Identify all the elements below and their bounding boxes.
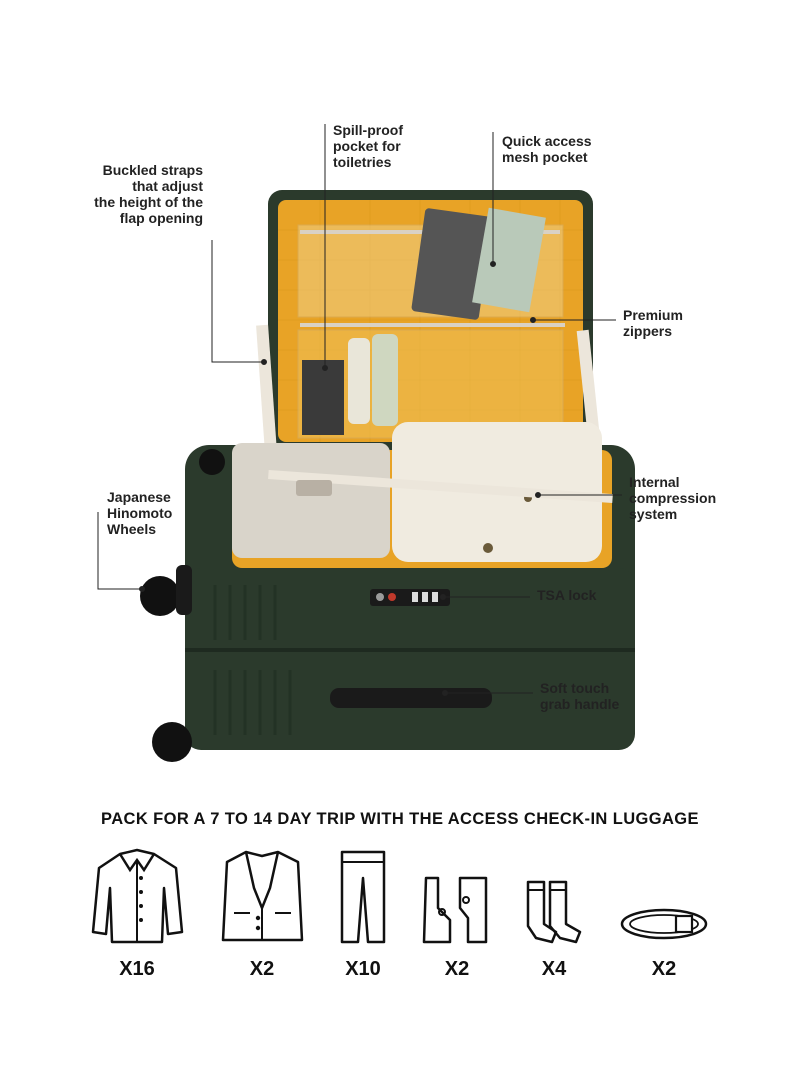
quantity-trousers: X10 (345, 958, 381, 980)
quantity-shoes: X2 (444, 958, 470, 980)
callout-premium-zippers: Premium zippers (623, 307, 683, 339)
trousers-icon (338, 848, 388, 948)
shoes-icon (420, 848, 490, 948)
quantity-shirts: X16 (119, 958, 155, 980)
socks-icon (522, 848, 587, 948)
callout-compression-system: Internal compression system (629, 474, 717, 522)
shirt-icon (90, 848, 185, 948)
packing-headline: PACK FOR A 7 TO 14 DAY TRIP WITH THE ACCESS CHECK-IN LUGGAGE (101, 810, 699, 828)
quantity-socks: X4 (541, 958, 567, 980)
callout-tsa-lock: TSA lock (537, 587, 597, 603)
callout-buckled-straps: Buckled straps that adjust the height of the flap opening (94, 162, 203, 226)
belt-icon (618, 848, 710, 948)
callout-spill-proof-pocket: Spill-proof pocket for toiletries (333, 122, 403, 170)
blazer-icon (220, 848, 305, 948)
callout-wheels: Japanese Hinomoto Wheels (107, 489, 173, 537)
callout-grab-handle: Soft touch grab handle (540, 680, 620, 712)
quantity-blazers: X2 (249, 958, 275, 980)
quantity-belts: X2 (651, 958, 677, 980)
callout-mesh-pocket: Quick access mesh pocket (502, 133, 592, 165)
